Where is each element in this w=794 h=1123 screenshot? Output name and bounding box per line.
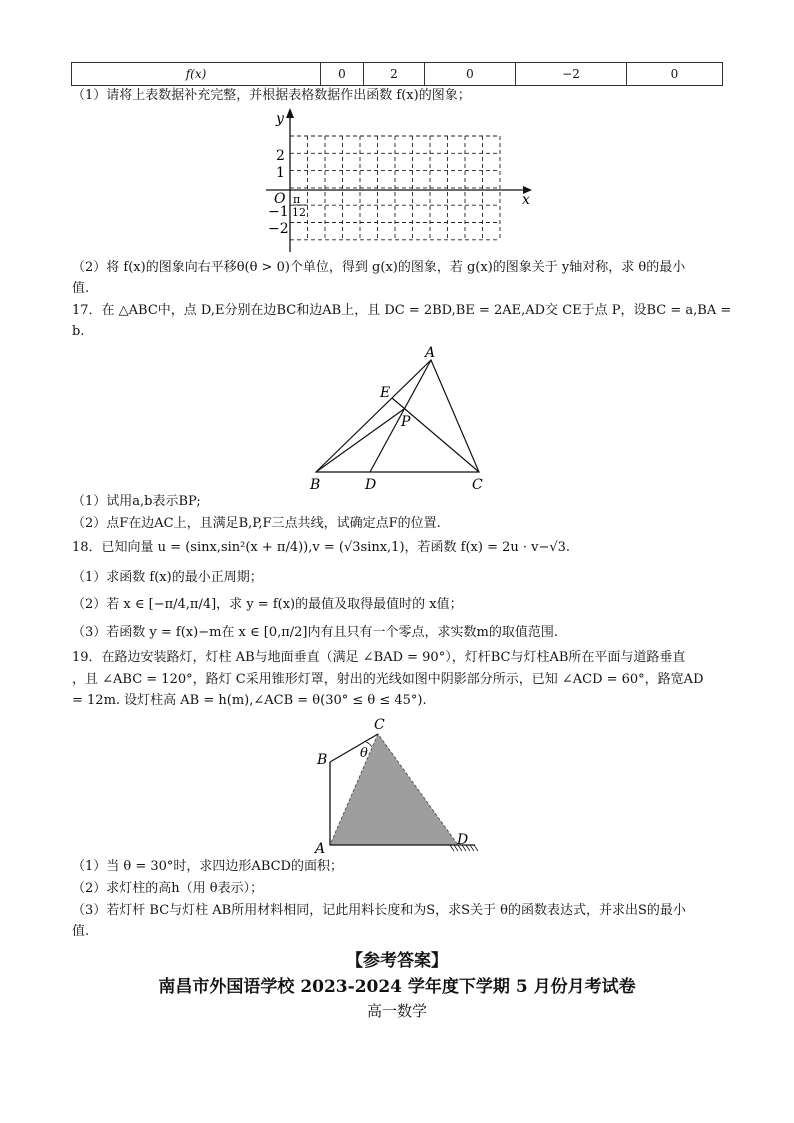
- label-d: D: [457, 832, 469, 848]
- label-a: A: [315, 841, 326, 857]
- y-axis-label: y: [276, 111, 284, 127]
- q19-stem-line2: ，且 ∠ABC = 120°，路灯 C采用锥形灯罩，射出的光线如图中阴影部分所示，已知 ∠ACD = 60°，路宽AD: [72, 672, 704, 687]
- q19-stem-line1: 19．在路边安装路灯，灯柱 AB与地面垂直（满足 ∠BAD = 90°），灯杆BC与灯柱AB所在平面与道路垂直: [72, 650, 686, 665]
- q18-part1: （1）求函数 f(x)的最小正周期；: [72, 570, 263, 585]
- q16-part2-line1: （2）将 f(x)的图象向右平移θ(θ > 0)个单位，得到 g(x)的图象，若 g(x)的图象关于 y轴对称，求 θ的最小: [72, 260, 686, 275]
- segment-ec: [392, 398, 479, 472]
- q19-part1: （1）当 θ = 30°时，求四边形ABCD的面积；: [72, 859, 343, 874]
- q19-lamp-figure: [310, 712, 490, 857]
- q17-part2: （2）点F在边AC上，且满足B,P,F三点共线，试确定点F的位置.: [72, 516, 441, 531]
- ground-hatch-mark: [470, 845, 474, 851]
- q17-stem-line1: 17．在 △ABC中，点 D,E分别在边BC和边AB上，且 DC = 2BD,BE = 2AE,AD交 CE于点 P，设BC = a,BA =: [72, 303, 732, 318]
- table-cell: 0: [321, 63, 364, 86]
- answer-heading: 【参考答案】: [346, 951, 448, 971]
- x-tick-denominator: 12: [292, 206, 306, 219]
- table-cell: 0: [425, 63, 516, 86]
- q17-triangle-figure: [300, 342, 500, 494]
- table-row: [72, 63, 723, 86]
- q19-part2: （2）求灯柱的高h（用 θ表示）；: [72, 881, 264, 896]
- q16-part1: （1）请将上表数据补充完整，并根据表格数据作出函数 f(x)的图象；: [72, 88, 471, 103]
- table-cell: 2: [364, 63, 425, 86]
- value-table: [71, 62, 723, 86]
- x-tick-numerator: π: [293, 193, 301, 206]
- table-cell: 0: [627, 63, 723, 86]
- q19-stem-line3: = 12m. 设灯柱高 AB = h(m),∠ACB = θ(30° ≤ θ ≤ 45°).: [72, 693, 427, 708]
- q16-coordinate-grid: [262, 106, 542, 256]
- y-tick-label: −1: [268, 204, 289, 220]
- q18-stem: 18．已知向量 u = (sinx,sin²(x + π/4)),v = (√3sinx,1)，若函数 f(x) = 2u · v−√3.: [72, 540, 571, 555]
- y-tick-label: 2: [276, 148, 285, 164]
- label-c: C: [374, 717, 385, 733]
- label-e: E: [380, 385, 391, 401]
- y-tick-label: −2: [268, 221, 289, 237]
- origin-label: O: [274, 191, 286, 207]
- label-b: B: [317, 752, 328, 768]
- answer-school-title: 南昌市外国语学校 2023-2024 学年度下学期 5 月份月考试卷: [158, 977, 636, 997]
- y-tick-label: 1: [276, 165, 285, 181]
- ground-hatch-mark: [474, 845, 478, 851]
- label-b: B: [310, 477, 321, 493]
- table-cell: −2: [516, 63, 627, 86]
- q17-stem-line2: b.: [72, 324, 85, 339]
- label-p: P: [401, 414, 411, 430]
- q16-part2-line2: 值.: [72, 281, 90, 296]
- q19-part3-line2: 值.: [72, 924, 90, 939]
- q19-part3-line1: （3）若灯杆 BC与灯柱 AB所用材料相同，记此用料长度和为S，求S关于 θ的函数表达式，并求出S的最小: [72, 903, 686, 918]
- y-axis-arrow: [286, 108, 294, 118]
- label-d: D: [365, 477, 377, 493]
- x-axis-label: x: [522, 192, 530, 208]
- label-theta: θ: [360, 746, 368, 761]
- label-a: A: [425, 345, 436, 361]
- q18-part3: （3）若函数 y = f(x)−m在 x ∈ [0,π/2]内有且只有一个零点，求实数m的取值范围.: [72, 625, 558, 640]
- segment-bp: [316, 409, 404, 472]
- ground-hatch-mark: [450, 845, 454, 851]
- table-row-label: f(x): [72, 63, 321, 86]
- q17-part1: （1）试用a,b表示BP;: [72, 494, 201, 509]
- answer-subject: 高一数学: [366, 1002, 427, 1020]
- q18-part2: （2）若 x ∈ [−π/4,π/4]，求 y = f(x)的最值及取得最值时的 x值；: [72, 597, 463, 612]
- label-c: C: [472, 477, 483, 493]
